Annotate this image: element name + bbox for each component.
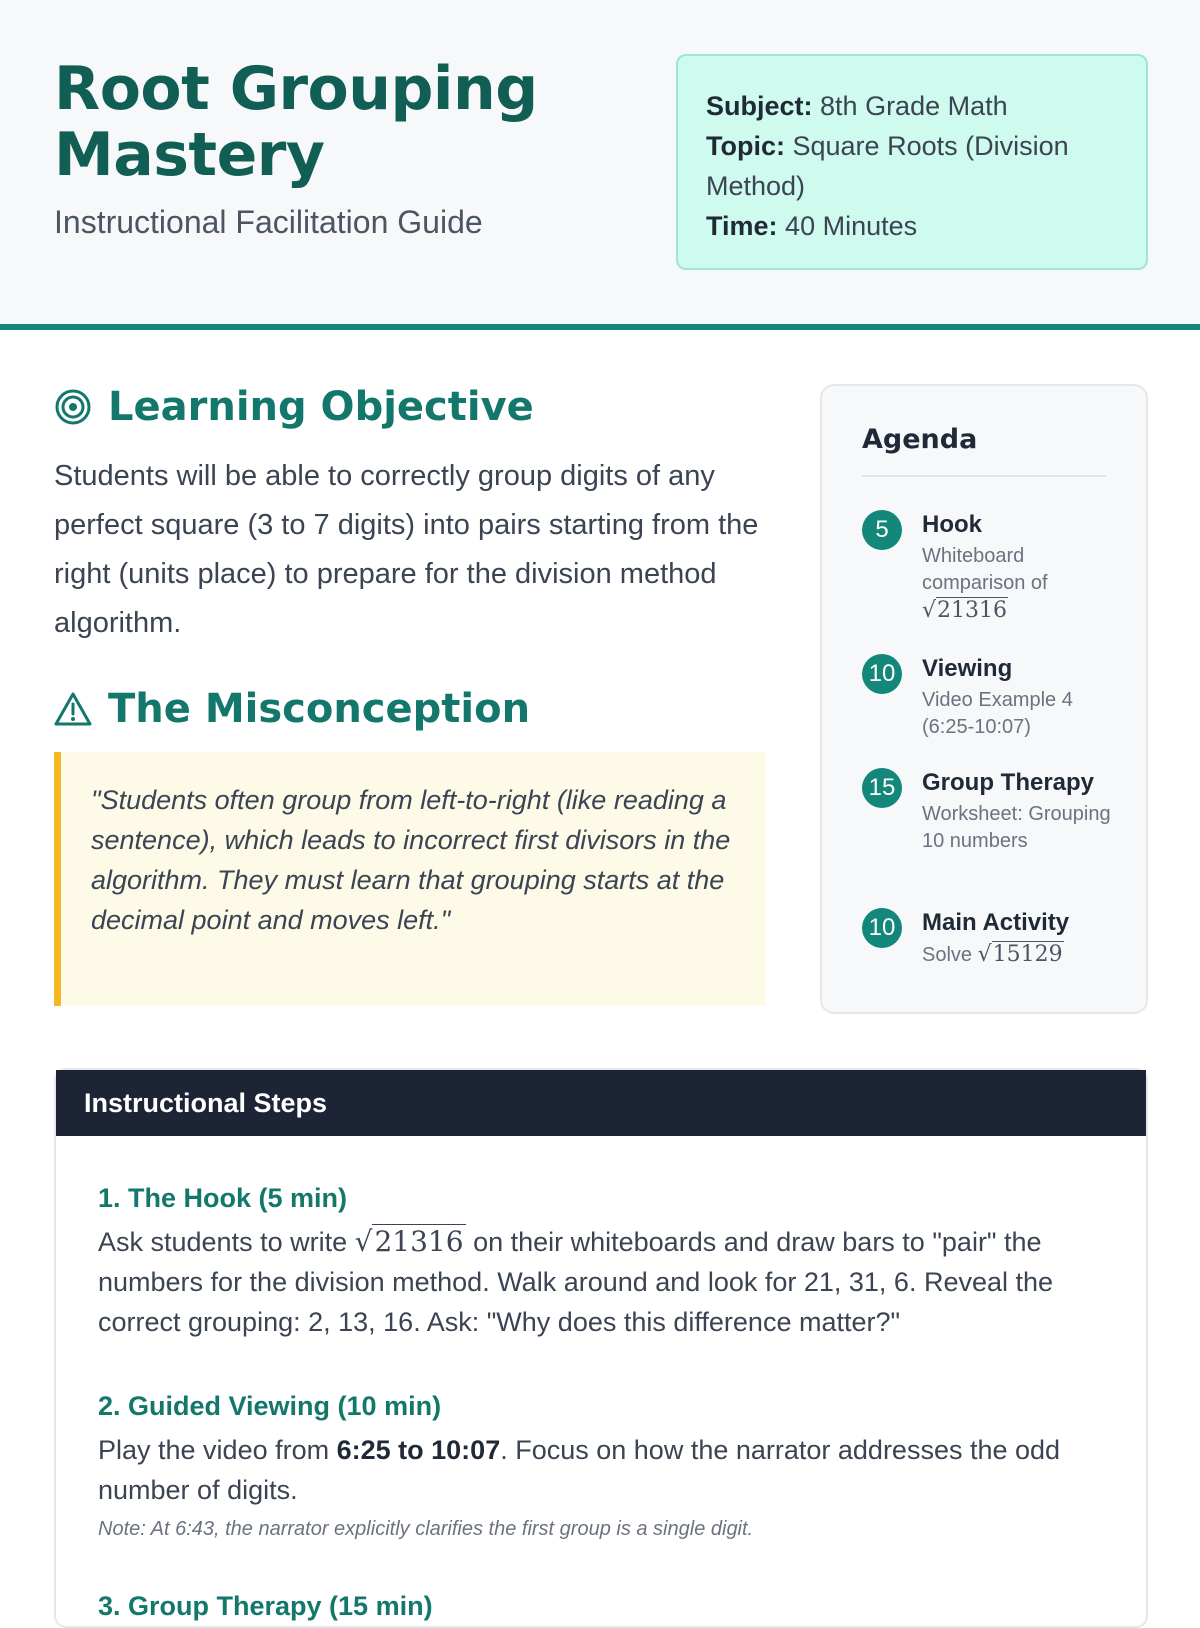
step-group-therapy — [98, 1588, 1108, 1624]
target-icon — [54, 388, 92, 426]
agenda-item-name: Viewing — [922, 655, 1013, 682]
agenda-card — [820, 384, 1148, 1014]
radicand: 15129 — [992, 942, 1063, 967]
radicand: 21316 — [374, 1225, 464, 1258]
step-text-after: . Focus on how the narrator addresses the odd number of digits. — [98, 1435, 1061, 1505]
square-root-expression: √21316 — [354, 1225, 464, 1258]
misconception-heading-text: The Misconception — [108, 686, 531, 732]
agenda-item-desc — [922, 941, 1122, 969]
step-text-after: on their whiteboards and draw bars to "pair" the numbers for the division method. Walk around and look for 21, 31, 6. Reveal the correct grouping: 2, 13, 16. Ask: "Why does this difference matter?" — [98, 1227, 1054, 1337]
objective-heading — [54, 384, 534, 430]
misconception-heading — [54, 686, 530, 732]
agenda-minutes-badge: 10 — [862, 908, 902, 948]
agenda-item-desc — [922, 543, 1122, 625]
step-title: 1. The Hook (5 min) — [98, 1183, 348, 1213]
step-text — [98, 1430, 1108, 1510]
agenda-minutes-badge: 15 — [862, 768, 902, 808]
agenda-item-desc: Video Example 4 (6:25-10:07) — [922, 689, 1073, 738]
meta-subject — [706, 86, 1118, 126]
meta-topic-value: Square Roots (Division Method) — [706, 131, 1069, 201]
page-subtitle: Instructional Facilitation Guide — [54, 204, 483, 240]
step-title: 3. Group Therapy (15 min) — [98, 1591, 433, 1621]
agenda-item-name: Group Therapy — [922, 769, 1095, 796]
meta-time — [706, 206, 1118, 246]
objective-heading-text: Learning Objective — [108, 384, 534, 430]
meta-topic — [706, 126, 1118, 206]
square-root-expression: √21316 — [922, 598, 1008, 623]
meta-subject-label: Subject: — [706, 91, 813, 121]
video-timestamp-range: 6:25 to 10:07 — [336, 1435, 501, 1465]
meta-time-label: Time: — [706, 211, 778, 241]
step-hook — [98, 1180, 1108, 1342]
agenda-item-name: Hook — [922, 511, 982, 538]
page-title: Root Grouping Mastery — [54, 54, 538, 190]
meta-topic-label: Topic: — [706, 131, 785, 161]
instructional-steps-panel — [54, 1068, 1148, 1628]
step-text-before: Ask students to write — [98, 1227, 348, 1257]
step-text — [98, 1222, 1108, 1342]
meta-subject-value: 8th Grade Math — [820, 91, 1008, 121]
page-header — [0, 0, 1200, 330]
agenda-title: Agenda — [862, 424, 1106, 477]
agenda-item-desc: Worksheet: Grouping 10 numbers — [922, 803, 1111, 852]
warning-icon — [54, 691, 92, 727]
agenda-minutes-badge: 5 — [862, 510, 902, 550]
step-title: 2. Guided Viewing (10 min) — [98, 1391, 442, 1421]
misconception-quote: "Students often group from left-to-right (like reading a sentence), which leads to incorrect first divisors in the algorithm. They must learn that grouping starts at the decimal point and moves left." — [54, 752, 766, 1006]
lesson-meta-box — [676, 54, 1148, 270]
step-guided-viewing — [98, 1388, 1108, 1541]
agenda-item-name: Main Activity — [922, 909, 1070, 936]
agenda-item-desc-text: Whiteboard comparison of — [922, 545, 1048, 594]
step-note: Note: At 6:43, the narrator explicitly clarifies the first group is a single digit. — [98, 1518, 754, 1540]
step-text-before: Play the video from — [98, 1435, 330, 1465]
agenda-item-desc-text: Solve — [922, 944, 973, 966]
objective-text: Students will be able to correctly group digits of any perfect square (3 to 7 digits) into pairs starting from the right (units place) to prepare for the division method algorithm. — [54, 460, 759, 639]
agenda-minutes-badge: 10 — [862, 654, 902, 694]
meta-time-value: 40 Minutes — [785, 211, 918, 241]
steps-header: Instructional Steps — [56, 1070, 1146, 1136]
square-root-expression: √15129 — [977, 942, 1063, 967]
radicand: 21316 — [937, 598, 1008, 623]
